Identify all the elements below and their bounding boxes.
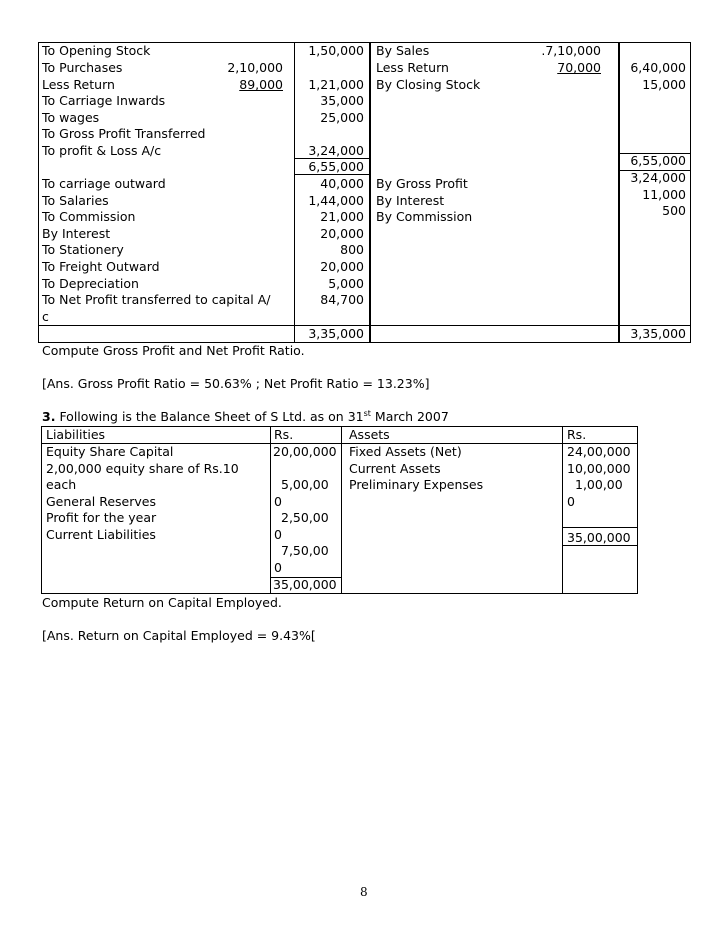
table-border-right bbox=[637, 426, 638, 594]
ledger-amount: 11,000 bbox=[642, 187, 686, 202]
pl-total-right: 3,35,000 bbox=[630, 326, 686, 341]
row-rule bbox=[562, 527, 638, 528]
ledger-amount: 20,000 bbox=[320, 226, 364, 241]
ledger-item: To carriage outward bbox=[42, 176, 166, 191]
asset-amount: 24,00,000 bbox=[567, 444, 631, 459]
table-border-left bbox=[41, 426, 42, 594]
column-header: Rs. bbox=[567, 427, 587, 442]
ledger-amount: 84,700 bbox=[320, 292, 364, 307]
ledger-item: To Freight Outward bbox=[42, 259, 160, 274]
asset-item: Preliminary Expenses bbox=[349, 477, 484, 492]
ledger-item: Less Return bbox=[376, 60, 449, 75]
column-divider bbox=[270, 426, 271, 594]
ledger-amount: 500 bbox=[662, 203, 686, 218]
ledger-item: By Commission bbox=[376, 209, 473, 224]
ledger-amount: 1,21,000 bbox=[308, 77, 364, 92]
ledger-item: By Sales bbox=[376, 43, 430, 58]
asset-item: Current Assets bbox=[349, 461, 441, 476]
ledger-item: To Depreciation bbox=[42, 276, 139, 291]
liability-item: General Reserves bbox=[46, 494, 156, 509]
answer-text: [Ans. Gross Profit Ratio = 50.63% ; Net Profit Ratio = 13.23%] bbox=[42, 376, 430, 391]
ledger-item: By Interest bbox=[42, 226, 111, 241]
ledger-item: By Gross Profit bbox=[376, 176, 468, 191]
ledger-amount: 3,24,000 bbox=[630, 170, 686, 185]
liability-item: Current Liabilities bbox=[46, 527, 156, 542]
ledger-item: Less Return bbox=[42, 77, 115, 92]
column-header: Liabilities bbox=[46, 427, 106, 442]
ledger-item: To Carriage Inwards bbox=[42, 93, 166, 108]
assets-total: 35,00,000 bbox=[567, 530, 631, 545]
purchases-amount: 2,10,000 bbox=[227, 60, 283, 75]
liability-amount: 7,50,00 bbox=[281, 543, 329, 558]
asset-amount: 0 bbox=[567, 494, 575, 509]
table-border-right bbox=[690, 42, 691, 343]
ledger-item: By Interest bbox=[376, 193, 445, 208]
column-divider bbox=[618, 42, 620, 343]
liabilities-total: 35,00,000 bbox=[273, 577, 337, 592]
ledger-item: To Opening Stock bbox=[42, 43, 151, 58]
table-border-bottom bbox=[41, 593, 638, 594]
ledger-amount: 25,000 bbox=[320, 110, 364, 125]
liability-amount: 2,50,00 bbox=[281, 510, 329, 525]
liability-amount: 0 bbox=[274, 527, 282, 542]
ledger-item: To Commission bbox=[42, 209, 136, 224]
ledger-item: To Purchases bbox=[42, 60, 123, 75]
ledger-item: To wages bbox=[42, 110, 100, 125]
ledger-item: To Net Profit transferred to capital A/ bbox=[42, 292, 271, 307]
ledger-amount: 5,000 bbox=[328, 276, 364, 291]
ledger-item: To Salaries bbox=[42, 193, 109, 208]
ledger-amount: 3,24,000 bbox=[308, 143, 364, 158]
row-rule bbox=[38, 325, 691, 326]
asset-amount: 10,00,000 bbox=[567, 461, 631, 476]
closing-stock-amount: 15,000 bbox=[642, 77, 686, 92]
ledger-amount: 35,000 bbox=[320, 93, 364, 108]
column-divider bbox=[562, 426, 563, 594]
liability-amount: 0 bbox=[274, 494, 282, 509]
ledger-amount: 20,000 bbox=[320, 259, 364, 274]
liability-item: Profit for the year bbox=[46, 510, 157, 525]
heading-superscript: st bbox=[363, 408, 371, 418]
ledger-amount: 21,000 bbox=[320, 209, 364, 224]
ledger-amount: 800 bbox=[340, 242, 364, 257]
net-sales-amount: 6,40,000 bbox=[630, 60, 686, 75]
column-header: Assets bbox=[349, 427, 390, 442]
liability-item: Equity Share Capital bbox=[46, 444, 174, 459]
trading-credit-total: 6,55,000 bbox=[630, 153, 686, 168]
liability-item: each bbox=[46, 477, 77, 492]
ledger-item: To Gross Profit Transferred bbox=[42, 126, 206, 141]
ledger-item: c bbox=[42, 309, 49, 324]
heading-text: Following is the Balance Sheet of S Ltd. as on 31 bbox=[59, 409, 364, 424]
pl-total-left: 3,35,000 bbox=[308, 326, 364, 341]
ledger-item: By Closing Stock bbox=[376, 77, 481, 92]
sales-amount: .7,10,000 bbox=[541, 43, 601, 58]
question-instruction: Compute Return on Capital Employed. bbox=[42, 595, 282, 610]
question-instruction: Compute Gross Profit and Net Profit Ratio. bbox=[42, 343, 305, 358]
liability-amount: 5,00,00 bbox=[281, 477, 329, 492]
liability-item: 2,00,000 equity share of Rs.10 bbox=[46, 461, 239, 476]
ledger-amount: 1,44,000 bbox=[308, 193, 364, 208]
ledger-amount: 40,000 bbox=[320, 176, 364, 191]
column-header: Rs. bbox=[274, 427, 294, 442]
answer-text: [Ans. Return on Capital Employed = 9.43%[ bbox=[42, 628, 316, 643]
ledger-item: To Stationery bbox=[42, 242, 124, 257]
asset-amount: 1,00,00 bbox=[575, 477, 623, 492]
page-number: 8 bbox=[360, 885, 368, 899]
heading-text-end: March 2007 bbox=[374, 409, 449, 424]
ledger-item: To profit & Loss A/c bbox=[42, 143, 162, 158]
table-border-top bbox=[41, 426, 638, 427]
ledger-amount: 1,50,000 bbox=[308, 43, 364, 58]
question-number: 3. bbox=[42, 409, 56, 424]
column-divider bbox=[294, 42, 295, 343]
purchase-return-amount: 89,000 bbox=[239, 77, 283, 92]
question-heading bbox=[42, 409, 449, 426]
asset-item: Fixed Assets (Net) bbox=[349, 444, 462, 459]
liability-amount: 20,00,000 bbox=[273, 444, 337, 459]
liability-amount: 0 bbox=[274, 560, 282, 575]
column-divider bbox=[369, 42, 371, 343]
sales-return-amount: 70,000 bbox=[557, 60, 601, 75]
table-border-left bbox=[38, 42, 39, 343]
column-divider bbox=[341, 426, 342, 594]
trading-total: 6,55,000 bbox=[308, 159, 364, 174]
